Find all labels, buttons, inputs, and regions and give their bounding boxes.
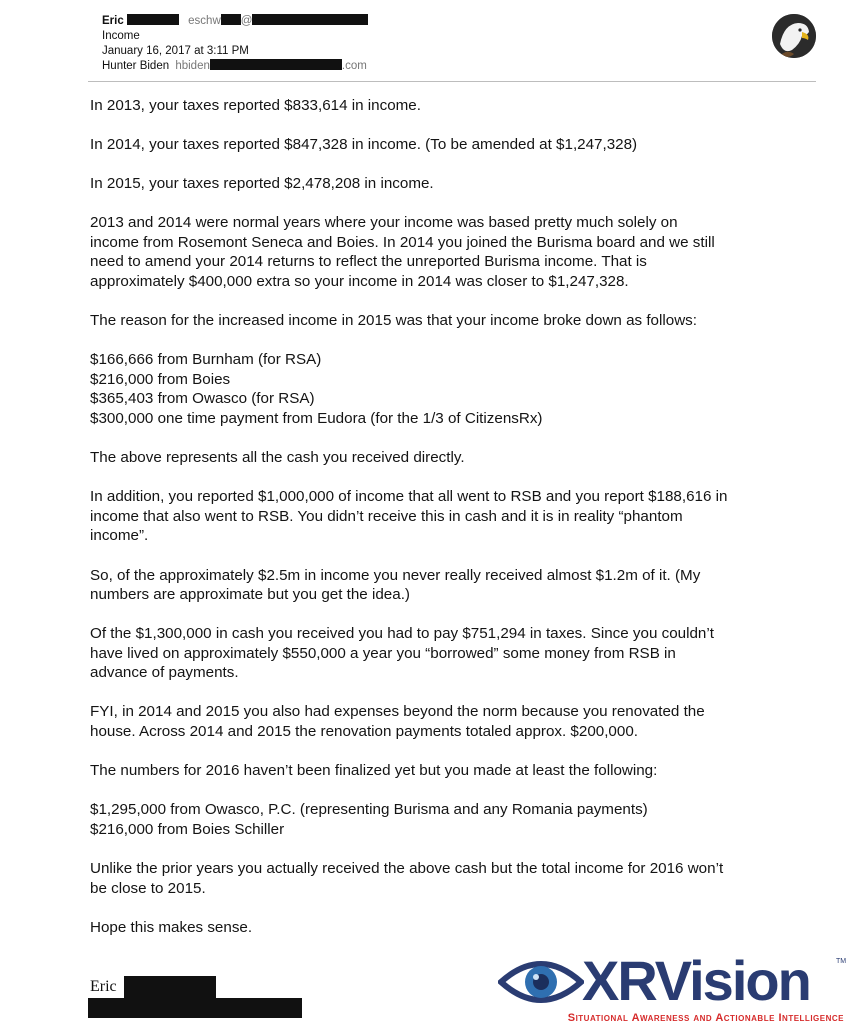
from-email-at: @ [240, 15, 253, 27]
paragraph: In 2015, your taxes reported $2,478,208 in income. [90, 175, 434, 193]
eye-logo-icon [498, 952, 584, 1010]
subject-value: Income [102, 30, 140, 42]
from-value [102, 14, 368, 28]
paragraph: The reason for the increased income in 2015 was that your income broke down as follows: [90, 312, 697, 330]
paragraph-line: income that also went to RSB. You didn’t receive this in cash and it is in reality “phantom [90, 507, 683, 525]
paragraph-line: Unlike the prior years you actually received the above cash but the total income for 2016 won’t [90, 859, 724, 877]
to-name: Hunter Biden [102, 60, 170, 72]
paragraph-line: advance of payments. [90, 664, 239, 682]
paragraph [90, 702, 820, 741]
header-divider [88, 81, 816, 82]
paragraph-line: income from Rosemont Seneca and Boies. In 2014 you joined the Burisma board and we still [90, 233, 715, 251]
paragraph-line: 2013 and 2014 were normal years where your income was based pretty much solely on [90, 214, 678, 232]
paragraph-line: house. Across 2014 and 2015 the renovation payments totaled approx. $200,000. [90, 723, 638, 741]
paragraph-line: FYI, in 2014 and 2015 you also had expenses beyond the norm because you renovated the [90, 703, 705, 721]
paragraph: Hope this makes sense. [90, 918, 253, 936]
list-item: $365,403 from Owasco (for RSA) [90, 390, 315, 408]
paragraph-line: So, of the approximately $2.5m in income you never really received almost $1.2m of it. (My [90, 566, 701, 584]
paragraph [90, 859, 820, 898]
list-item: $216,000 from Boies Schiller [90, 820, 285, 838]
xrvision-watermark [498, 949, 847, 1026]
paragraph: In 2014, your taxes reported $847,328 in income. (To be amended at $1,247,328) [90, 136, 638, 154]
redaction-bar [221, 14, 241, 25]
to-email-suffix: .com [341, 60, 367, 72]
paragraph-line: In addition, you reported $1,000,000 of income that all went to RSB and you report $188,616 in [90, 488, 728, 506]
redaction-bar [127, 14, 179, 25]
paragraph [90, 624, 820, 683]
list-item: $166,666 from Burnham (for RSA) [90, 351, 322, 369]
date-value: January 16, 2017 at 3:11 PM [102, 45, 249, 57]
income-list-2015 [90, 350, 820, 428]
paragraph [90, 213, 820, 291]
paragraph-line: income”. [90, 527, 149, 545]
paragraph: The numbers for 2016 haven’t been finalized yet but you made at least the following: [90, 762, 658, 780]
paragraph-line: approximately $400,000 extra so your income in 2014 was closer to $1,247,328. [90, 273, 629, 291]
paragraph-line: need to amend your 2014 returns to reflect the unreported Burisma income. That is [90, 253, 647, 271]
signature-name: Eric [90, 978, 117, 995]
to-value [102, 59, 367, 73]
paragraph: The above represents all the cash you received directly. [90, 449, 465, 467]
list-item: $216,000 from Boies [90, 370, 231, 388]
redaction-bar [88, 998, 302, 1018]
from-email-prefix: eschw [188, 15, 221, 27]
redaction-bar [210, 59, 342, 70]
brand-name: XRVision [582, 949, 810, 1012]
list-item: $300,000 one time payment from Eudora (for the 1/3 of CitizensRx) [90, 410, 543, 428]
paragraph-line: be close to 2015. [90, 879, 206, 897]
to-email-prefix: hbiden [175, 60, 210, 72]
from-name: Eric [102, 15, 124, 27]
paragraph-line: numbers are approximate but you get the idea.) [90, 586, 410, 604]
redaction-bar [124, 976, 216, 998]
paragraph-line: Of the $1,300,000 in cash you received you had to pay $751,294 in taxes. Since you couldn’t [90, 625, 714, 643]
trademark-mark: TM [836, 958, 847, 965]
paragraph [90, 566, 820, 605]
paragraph [90, 487, 820, 546]
paragraph: In 2013, your taxes reported $833,614 in income. [90, 97, 421, 114]
list-item: $1,295,000 from Owasco, P.C. (representing Burisma and any Romania payments) [90, 801, 648, 819]
income-list-2016 [90, 800, 820, 839]
brand-tagline: Situational Awareness and Actionable Intelligence [567, 1012, 844, 1024]
redaction-bar [252, 14, 368, 25]
eagle-avatar-icon [772, 14, 816, 58]
email-body [90, 96, 820, 957]
paragraph-line: have lived on approximately $550,000 a year you “borrowed” some money from RSB in [90, 644, 676, 662]
